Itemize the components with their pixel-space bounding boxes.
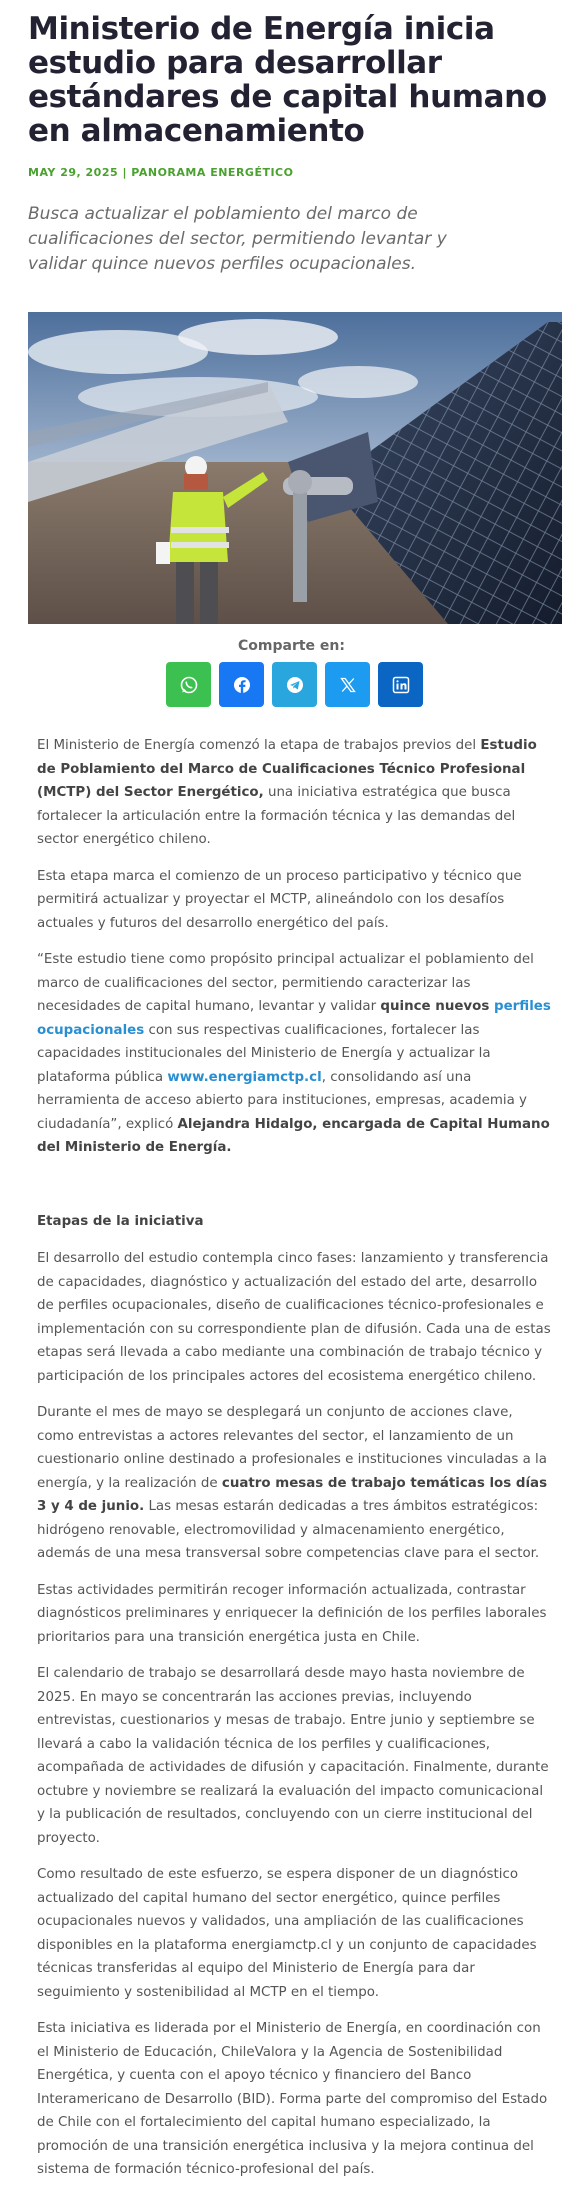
telegram-share-button[interactable] xyxy=(272,662,317,707)
paragraph-8: Como resultado de este esfuerzo, se espera disponer de un diagnóstico actualizado del capital humano del sector energético, quince perfiles ocupacionales nuevos y validados, una ampliación de las cualificaciones disponibles en la plataforma energiamctp.cl y un conjunto de capacidades técnicas transferidas al equipo del Ministerio de Energía para dar seguimiento y sostenibilidad al MCTP en el tiempo. xyxy=(37,1867,537,2000)
article-subtitle: Busca actualizar el poblamiento del marco de cualificaciones del sector, permitiendo levantar y validar quince nuevos perfiles ocupacionales. xyxy=(28,204,447,274)
whatsapp-share-button[interactable] xyxy=(166,662,211,707)
hero-image xyxy=(28,312,562,624)
solar-panels-photo xyxy=(28,312,562,624)
article-meta: MAY 29, 2025 | PANORAMA ENERGÉTICO xyxy=(28,166,294,179)
x-icon xyxy=(338,675,358,695)
paragraph-5: Durante el mes de mayo se desplegará un conjunto de acciones clave, como entrevistas a actores relevantes del sector, el lanzamiento de un cuestionario online destinado a profesionales e instituciones vinculadas a la energía, y la realización de cuatro mesas de trabajo temáticas los días 3 y 4 de junio. Las mesas estarán dedicadas a tres ámbitos estratégicos: hidrógeno renovable, electromovilidad y almacenamiento energético, además de una mesa transversal sobre competencias clave para el sector. xyxy=(37,1405,548,1561)
article-body xyxy=(37,734,553,2195)
whatsapp-icon xyxy=(179,675,199,695)
energiamctp-link[interactable]: www.energiamctp.cl xyxy=(167,1069,322,1085)
paragraph-4: El desarrollo del estudio contempla cinco fases: lanzamiento y transferencia de capacidades, diagnóstico y actualización del estado del arte, desarrollo de perfiles ocupacionales, diseño de cualificaciones técnico-profesionales e implementación con su correspondiente plan de difusión. Cada una de estas etapas será llevada a cabo mediante una combinación de trabajo técnico y participación de los principales actores del ecosistema energético chileno. xyxy=(37,1251,551,1384)
paragraph-1: El Ministerio de Energía comenzó la etapa de trabajos previos del Estudio de Poblamiento del Marco de Cualificaciones Técnico Profesional (MCTP) del Sector Energético, una iniciativa estratégica que busca fortalecer la articulación entre la formación técnica y las demandas del sector energético chileno. xyxy=(37,738,537,847)
share-buttons xyxy=(166,662,423,708)
telegram-icon xyxy=(285,675,305,695)
article-title: Ministerio de Energía inicia estudio para desarrollar estándares de capital humano en almacenamiento xyxy=(28,11,547,149)
linkedin-icon xyxy=(391,675,411,695)
paragraph-3-quote: “Este estudio tiene como propósito principal actualizar el poblamiento del marco de cualificaciones del sector, permitiendo caracterizar las necesidades de capital humano, levantar y validar quince nuevos perfiles ocupacionales con sus respectivas cualificaciones, fortalecer las capacidades institucionales del Ministerio de Energía y actualizar la plataforma pública www.energiamctp.cl, consolidando así una herramienta de acceso abierto para instituciones, empresas, academia y ciudadanía”, explicó Alejandra Hidalgo, encargada de Capital Humano del Ministerio de Energía. xyxy=(37,952,551,1155)
linkedin-share-button[interactable] xyxy=(378,662,423,707)
paragraph-6: Estas actividades permitirán recoger información actualizada, contrastar diagnósticos preliminares y enriquecer la definición de los perfiles laborales prioritarios para una transición energética justa en Chile. xyxy=(37,1582,547,1645)
paragraph-2: Esta etapa marca el comienzo de un proceso participativo y técnico que permitirá actualizar y proyectar el MCTP, alineándolo con los desafíos actuales y futuros del desarrollo energético del país. xyxy=(37,868,522,931)
paragraph-7: El calendario de trabajo se desarrollará desde mayo hasta noviembre de 2025. En mayo se concentrarán las acciones previas, incluyendo entrevistas, cuestionarios y mesas de trabajo. Entre junio y septiembre se llevará a cabo la validación técnica de los perfiles y cualificaciones, acompañada de actividades de difusión y capacitación. Finalmente, durante octubre y noviembre se realizará la evaluación del impacto comunicacional y la publicación de resultados, concluyendo con un cierre institucional del proyecto. xyxy=(37,1666,549,1846)
facebook-share-button[interactable] xyxy=(219,662,264,707)
x-share-button[interactable] xyxy=(325,662,370,707)
section-heading: Etapas de la iniciativa xyxy=(37,1213,204,1229)
facebook-icon xyxy=(232,675,252,695)
perfiles-ocupacionales-link[interactable]: perfiles ocupacionales xyxy=(37,999,551,1038)
paragraph-9: Esta iniciativa es liderada por el Ministerio de Energía, en coordinación con el Ministerio de Educación, ChileValora y la Agencia de Sostenibilidad Energética, y cuenta con el apoyo técnico y financiero del Banco Interamericano de Desarrollo (BID). Forma parte del compromiso del Estado de Chile con el fortalecimiento del capital humano especializado, la promoción de una transición energética inclusiva y la mejora continua del sistema de formación técnico-profesional del país. xyxy=(37,2021,548,2177)
share-label: Comparte en: xyxy=(238,638,345,654)
